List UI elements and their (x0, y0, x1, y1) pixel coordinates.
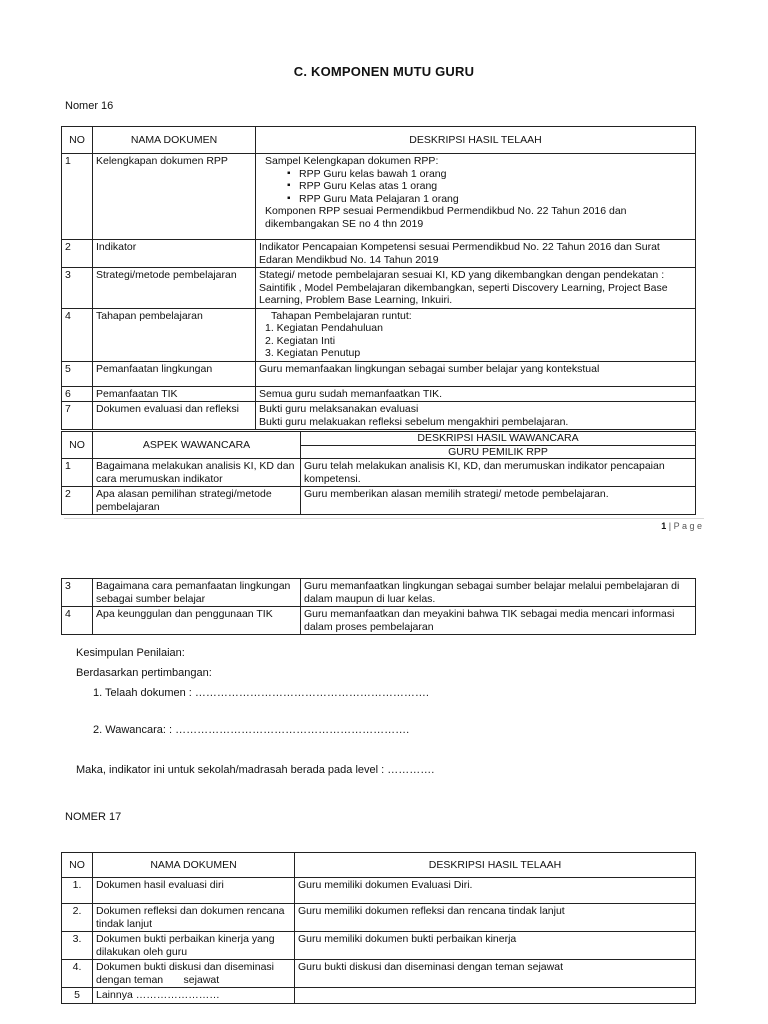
page-divider (64, 518, 704, 519)
row-aspek: Apa keunggulan dan penggunaan TIK (93, 607, 301, 635)
kesimpulan-label: Kesimpulan Penilaian: (76, 647, 185, 659)
table-row (62, 240, 696, 268)
page-sep: | (666, 521, 674, 531)
row-no: 3 (62, 579, 93, 607)
page-label: P a g e (673, 521, 702, 531)
row-no: 4. (62, 960, 93, 988)
row-desc: Guru memanfaakan lingkungan sebagai sumber belajar yang kontekstual (256, 361, 696, 386)
table-row (62, 878, 696, 904)
page-number (661, 521, 702, 531)
telaah-line: 1. Telaah dokumen : ………………………………………………………. (93, 687, 429, 699)
wawancara-table-continued (61, 578, 696, 635)
level-line: Maka, indikator ini untuk sekolah/madrasah berada pada level : …………. (76, 764, 435, 776)
row-nama: Strategi/metode pembelajaran (93, 268, 256, 309)
table-row (62, 402, 696, 430)
row-no: 5 (62, 988, 93, 1004)
table-row (62, 932, 696, 960)
list-item: ▪ RPP Guru Kelas atas 1 orang (287, 180, 692, 193)
page-num-value: 1 (661, 521, 667, 531)
desc-line: Bukti guru melakuakan refleksi sebelum mengakhiri pembelajaran. (259, 415, 569, 428)
wawancara-table (61, 431, 696, 515)
row-desc: Indikator Pencapaian Kompetensi sesuai Permendikbud No. 22 Tahun 2016 dan Surat Edaran Mendikbud No. 14 Tahun 2019 (256, 240, 696, 268)
row-no: 2. (62, 904, 93, 932)
row-desc: Stategi/ metode pembelajaran sesuai KI, KD yang dikembangkan dengan pendekatan : Saintifik , Model Pembelajaran dikembangkan, seperti Discovery Learning, Project Base Learning, Problem Base Learning, Inkuiri. (256, 268, 696, 309)
header-no: NO (62, 127, 93, 154)
list-item: ▪ RPP Guru Mata Pelajaran 1 orang (287, 193, 692, 206)
row-nama: Dokumen bukti perbaikan kinerja yang dilakukan oleh guru (93, 932, 295, 960)
row-nama: Dokumen hasil evaluasi diri (93, 878, 295, 904)
table-row (62, 579, 696, 607)
row-no: 4 (62, 308, 93, 361)
row-desc: Guru memiliki dokumen Evaluasi Diri. (295, 878, 696, 904)
row-nama: Pemanfaatan TIK (93, 386, 256, 402)
header-deskripsi-wawancara: DESKRIPSI HASIL WAWANCARA (301, 432, 696, 446)
row-nama: Dokumen refleksi dan dokumen rencana tindak lanjut (93, 904, 295, 932)
row-no: 4 (62, 607, 93, 635)
table-row (62, 960, 696, 988)
desc-komponen: Komponen RPP sesuai Permendikbud Permendikbud No. 22 Tahun 2016 dan dikembangakan SE no 4 thn 2019 (265, 205, 627, 230)
row-desc: Guru memanfaatkan lingkungan sebagai sumber belajar melalui pembelajaran di dalam maupun di luar kelas. (301, 579, 696, 607)
row-desc: Guru memiliki dokumen refleksi dan rencana tindak lanjut (295, 904, 696, 932)
desc-line: Bukti guru melaksanakan evaluasi (259, 403, 419, 415)
row-no: 2 (62, 240, 93, 268)
row-desc (256, 154, 696, 240)
row-aspek: Bagaimana melakukan analisis KI, KD dan cara merumuskan indikator (93, 459, 301, 487)
table-row (62, 268, 696, 309)
table-row (62, 386, 696, 402)
row-desc (295, 988, 696, 1004)
row-no: 1 (62, 459, 93, 487)
table-row (62, 988, 696, 1004)
table-row (62, 154, 696, 240)
row-desc: Semua guru sudah memanfaatkan TIK. (256, 386, 696, 402)
nomer-16-label: Nomer 16 (65, 100, 114, 112)
bullet-list (287, 168, 692, 206)
row-no: 7 (62, 402, 93, 430)
row-nama: Dokumen bukti diskusi dan diseminasi dengan teman sejawat (93, 960, 295, 988)
row-aspek: Bagaimana cara pemanfaatan lingkungan sebagai sumber belajar (93, 579, 301, 607)
list-item: ▪ RPP Guru kelas bawah 1 orang (287, 168, 692, 181)
row-desc: Guru memiliki dokumen bukti perbaikan kinerja (295, 932, 696, 960)
table-row (62, 904, 696, 932)
row-desc: Guru bukti diskusi dan diseminasi dengan teman sejawat (295, 960, 696, 988)
row-no: 5 (62, 361, 93, 386)
row-desc: Guru memberikan alasan memilih strategi/ metode pembelajaran. (301, 487, 696, 515)
desc-intro: Sampel Kelengkapan dokumen RPP: (265, 155, 439, 167)
row-nama: Tahapan pembelajaran (93, 308, 256, 361)
nomer17-table (61, 852, 696, 1004)
row-desc (256, 308, 696, 361)
row-no: 6 (62, 386, 93, 402)
row-desc: Guru memanfaatkan dan meyakini bahwa TIK sebagai media mencari informasi dalam proses pembelajaran (301, 607, 696, 635)
table-row (62, 607, 696, 635)
row-no: 1. (62, 878, 93, 904)
page-title: C. KOMPONEN MUTU GURU (293, 64, 475, 79)
row-no: 3 (62, 268, 93, 309)
row-nama: Dokumen evaluasi dan refleksi (93, 402, 256, 430)
table-row (62, 308, 696, 361)
list-item: 2. Kegiatan Inti (265, 334, 336, 347)
row-nama: Indikator (93, 240, 256, 268)
row-desc: Guru telah melakukan analisis KI, KD, dan merumuskan indikator pencapaian kompetensi. (301, 459, 696, 487)
berdasarkan-label: Berdasarkan pertimbangan: (76, 667, 212, 679)
header-no: NO (62, 853, 93, 878)
header-nama-dokumen: NAMA DOKUMEN (93, 127, 256, 154)
wawancara-line: 2. Wawancara: : ………………………………………………………. (93, 724, 410, 736)
header-no: NO (62, 432, 93, 459)
row-no: 3. (62, 932, 93, 960)
row-nama: Lainnya …………………… (93, 988, 295, 1004)
row-aspek: Apa alasan pemilihan strategi/metode pembelajaran (93, 487, 301, 515)
header-aspek-wawancara: ASPEK WAWANCARA (93, 432, 301, 459)
row-no: 1 (62, 154, 93, 240)
header-deskripsi: DESKRIPSI HASIL TELAAH (256, 127, 696, 154)
telaah-dokumen-table (61, 126, 696, 430)
header-nama-dokumen: NAMA DOKUMEN (93, 853, 295, 878)
header-deskripsi: DESKRIPSI HASIL TELAAH (295, 853, 696, 878)
nomer-17-label: NOMER 17 (65, 811, 122, 823)
row-no: 2 (62, 487, 93, 515)
header-guru-pemilik-rpp: GURU PEMILIK RPP (301, 445, 696, 459)
row-nama: Kelengkapan dokumen RPP (93, 154, 256, 240)
row-desc (256, 402, 696, 430)
list-item: 3. Kegiatan Penutup (265, 347, 361, 359)
table-row (62, 361, 696, 386)
table-row (62, 459, 696, 487)
table-row (62, 487, 696, 515)
desc-intro: Tahapan Pembelajaran runtut: (271, 309, 412, 322)
row-nama: Pemanfaatan lingkungan (93, 361, 256, 386)
list-item: 1. Kegiatan Pendahuluan (265, 322, 383, 334)
